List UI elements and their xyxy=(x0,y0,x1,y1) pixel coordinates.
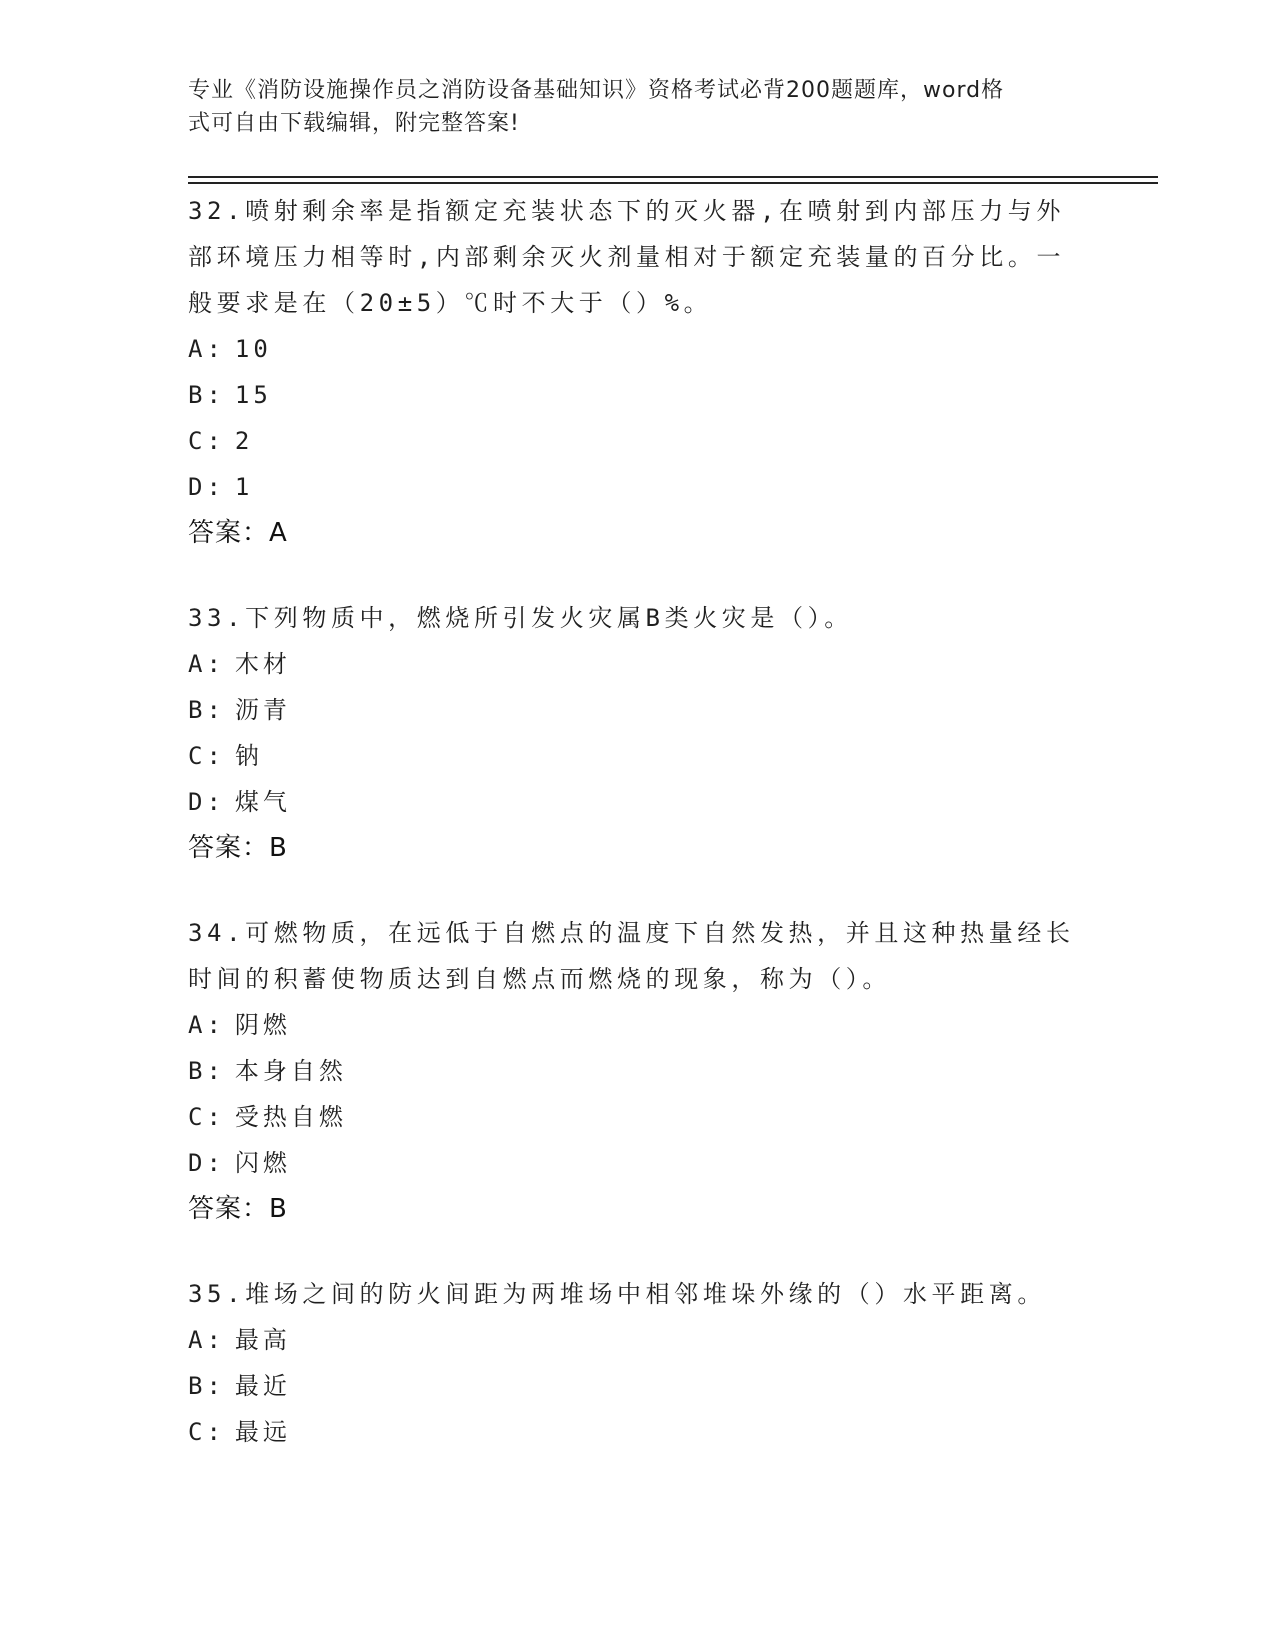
header-line-1: 专业《消防设施操作员之消防设备基础知识》资格考试必背200题题库，word格 xyxy=(188,78,1005,103)
option-text: 钠 xyxy=(234,742,263,770)
option-c xyxy=(188,733,1088,779)
option-key: C: xyxy=(188,1103,225,1131)
option-text: 最近 xyxy=(234,1372,291,1400)
option-key: C: xyxy=(188,427,225,455)
question-33 xyxy=(188,595,1088,871)
option-key: D: xyxy=(188,473,225,501)
option-text: 2 xyxy=(234,427,254,455)
option-text: 最高 xyxy=(234,1326,291,1354)
document-header xyxy=(188,74,1068,140)
option-text: 10 xyxy=(234,335,272,363)
option-key: C: xyxy=(188,742,225,770)
option-text: 煤气 xyxy=(234,788,291,816)
header-line-2: 式可自由下载编辑，附完整答案! xyxy=(188,111,520,136)
option-key: B: xyxy=(188,1372,225,1400)
question-35 xyxy=(188,1271,1088,1455)
question-stem: 34.可燃物质，在远低于自燃点的温度下自然发热，并且这种热量经长时间的积蓄使物质达到自燃点而燃烧的现象，称为（）。 xyxy=(188,919,1075,993)
option-a xyxy=(188,1317,1088,1363)
option-key: B: xyxy=(188,696,225,724)
option-b xyxy=(188,687,1088,733)
option-d xyxy=(188,464,1088,510)
option-c xyxy=(188,1409,1088,1455)
option-text: 最远 xyxy=(234,1418,291,1446)
option-key: B: xyxy=(188,381,225,409)
option-key: A: xyxy=(188,1011,225,1039)
option-key: A: xyxy=(188,1326,225,1354)
question-stem: 35.堆场之间的防火间距为两堆场中相邻堆垛外缘的（）水平距离。 xyxy=(188,1280,1046,1308)
option-key: D: xyxy=(188,1149,225,1177)
header-divider-bottom xyxy=(188,182,1158,184)
option-text: 1 xyxy=(234,473,254,501)
header-divider-top xyxy=(188,176,1158,178)
answer-line: 答案：B xyxy=(188,833,288,863)
option-key: A: xyxy=(188,335,225,363)
option-key: B: xyxy=(188,1057,225,1085)
question-stem: 32.喷射剩余率是指额定充装状态下的灭火器,在喷射到内部压力与外部环境压力相等时,内部剩余灭火剂量相对于额定充装量的百分比。一般要求是在（20±5）℃时不大于（）%。 xyxy=(188,197,1066,317)
option-text: 15 xyxy=(234,381,272,409)
option-c xyxy=(188,1094,1088,1140)
option-b xyxy=(188,1363,1088,1409)
option-d xyxy=(188,1140,1088,1186)
option-key: C: xyxy=(188,1418,225,1446)
option-text: 受热自燃 xyxy=(234,1103,347,1131)
option-a xyxy=(188,1002,1088,1048)
option-text: 阴燃 xyxy=(234,1011,291,1039)
answer-line: 答案：B xyxy=(188,1194,288,1224)
question-list xyxy=(188,188,1088,1494)
question-stem: 33.下列物质中，燃烧所引发火灾属B类火灾是（）。 xyxy=(188,604,853,632)
option-b xyxy=(188,372,1088,418)
option-text: 沥青 xyxy=(234,696,291,724)
option-d xyxy=(188,779,1088,825)
option-a xyxy=(188,641,1088,687)
option-c xyxy=(188,418,1088,464)
option-b xyxy=(188,1048,1088,1094)
option-a xyxy=(188,326,1088,372)
option-text: 木材 xyxy=(234,650,291,678)
option-key: D: xyxy=(188,788,225,816)
option-text: 本身自然 xyxy=(234,1057,347,1085)
option-text: 闪燃 xyxy=(234,1149,291,1177)
question-34 xyxy=(188,910,1088,1232)
question-32 xyxy=(188,188,1088,556)
answer-line: 答案：A xyxy=(188,518,288,548)
option-key: A: xyxy=(188,650,225,678)
